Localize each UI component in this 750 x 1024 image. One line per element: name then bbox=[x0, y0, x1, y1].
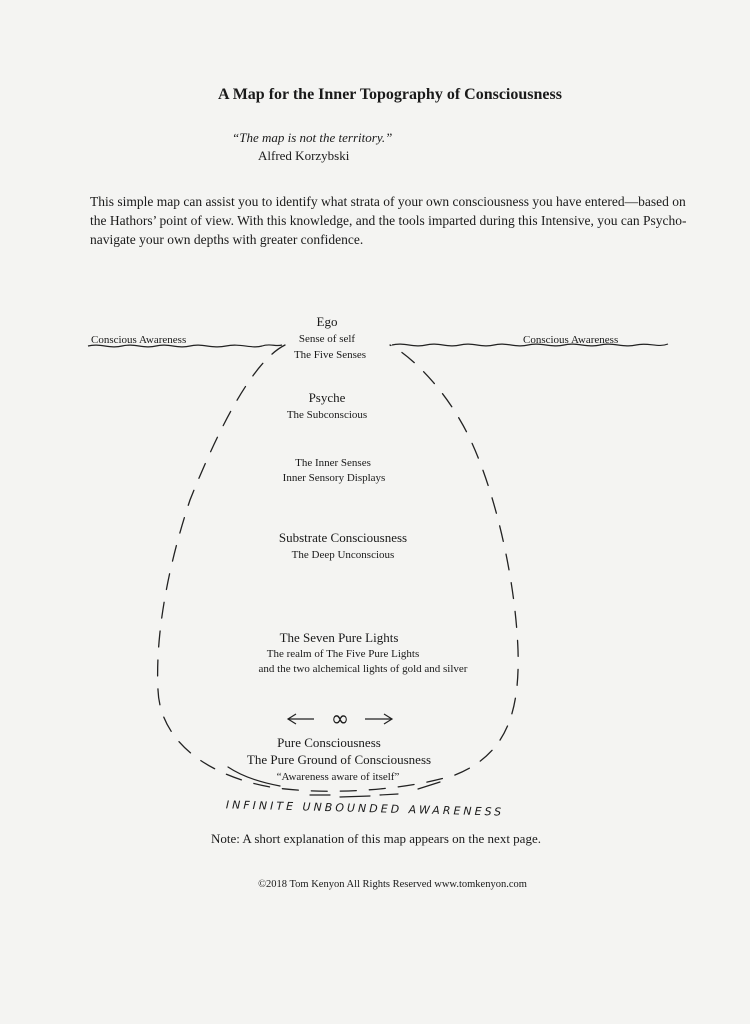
ego-title: Ego bbox=[316, 314, 338, 329]
substrate-sub: The Deep Unconscious bbox=[291, 549, 395, 561]
handwritten-label: INFINITE UNBOUNDED AWARENESS bbox=[225, 798, 505, 819]
substrate-title: Substrate Consciousness bbox=[278, 530, 408, 545]
right-arrow bbox=[365, 714, 392, 724]
ego-line1: Sense of self bbox=[298, 333, 356, 345]
footer-copyright: ©2018 Tom Kenyon All Rights Reserved www.tomkenyon.com bbox=[258, 879, 527, 890]
intro-paragraph: This simple map can assist you to identify what strata of your own consciousness you have entered—based on the Hathors’ point of view. With this knowledge, and the tools imparted during this Intensive, you can Psycho-navigate your own depths with greater confidence. bbox=[90, 194, 687, 247]
seven-lights-line1: The realm of The Five Pure Lights bbox=[266, 648, 420, 660]
surface-label-left: Conscious Awareness bbox=[91, 334, 187, 346]
note-text: Note: A short explanation of this map appears on the next page. bbox=[211, 831, 541, 846]
psyche-title: Psyche bbox=[308, 390, 346, 405]
infinity-icon: ∞ bbox=[330, 707, 350, 732]
psyche-sub: The Subconscious bbox=[286, 409, 368, 421]
pure-title1: Pure Consciousness bbox=[277, 735, 381, 750]
inner-senses-line1: The Inner Senses bbox=[295, 457, 371, 469]
quote-author: Alfred Korzybski bbox=[258, 148, 350, 163]
surface-label-right: Conscious Awareness bbox=[523, 334, 619, 346]
left-arrow bbox=[288, 714, 314, 724]
quote-text: “The map is not the territory.” bbox=[232, 130, 393, 145]
pure-title2: The Pure Ground of Consciousness bbox=[246, 752, 432, 767]
pure-sub: “Awareness aware of itself” bbox=[276, 771, 400, 783]
seven-lights-title: The Seven Pure Lights bbox=[279, 630, 399, 645]
inner-senses-line2: Inner Sensory Displays bbox=[282, 472, 386, 484]
page-title: A Map for the Inner Topography of Consciousness bbox=[218, 86, 562, 103]
seven-lights-line2: and the two alchemical lights of gold and silver bbox=[258, 663, 468, 675]
ego-line2: The Five Senses bbox=[293, 349, 367, 361]
